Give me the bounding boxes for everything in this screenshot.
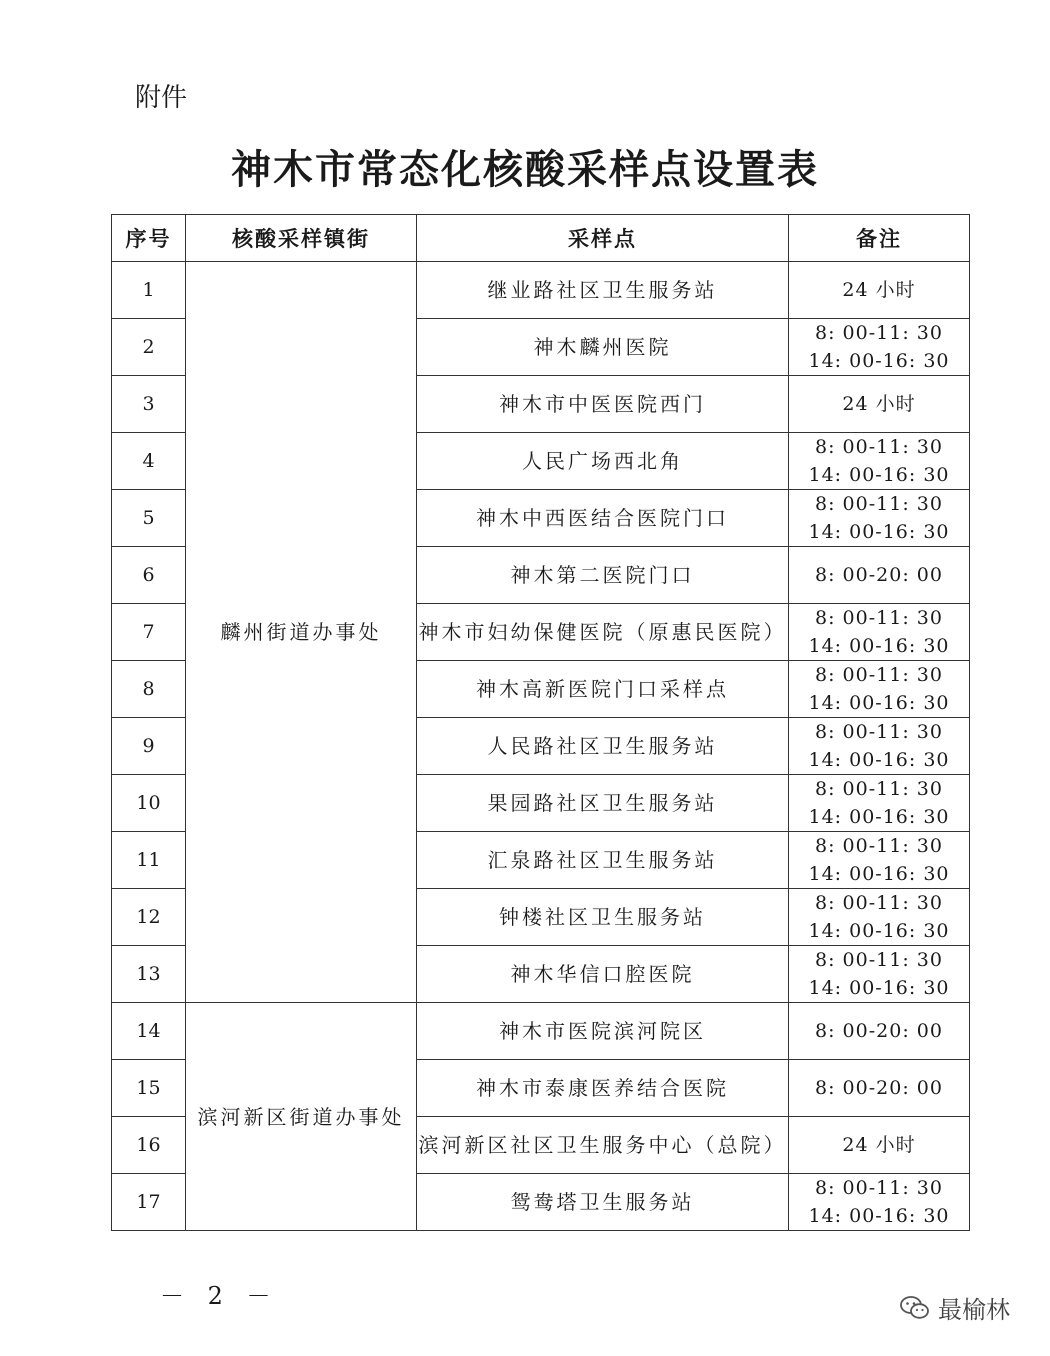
site-name: 钟楼社区卫生服务站 bbox=[417, 889, 789, 946]
note-time: 14: 00-16: 30 bbox=[808, 806, 950, 828]
note-time: 8: 00-20: 00 bbox=[815, 564, 943, 586]
row-number: 5 bbox=[112, 490, 186, 547]
note-time: 8: 00-11: 30 bbox=[815, 835, 943, 857]
note-time: 24 小时 bbox=[842, 279, 916, 301]
note-time: 8: 00-11: 30 bbox=[815, 607, 943, 629]
note-time: 14: 00-16: 30 bbox=[808, 521, 950, 543]
row-number: 10 bbox=[112, 775, 186, 832]
note-time: 8: 00-11: 30 bbox=[815, 664, 943, 686]
site-name: 鸳鸯塔卫生服务站 bbox=[417, 1174, 789, 1231]
page-number: － 2 － bbox=[160, 1282, 279, 1310]
town-cell: 麟州街道办事处 bbox=[186, 262, 417, 1003]
note-time: 14: 00-16: 30 bbox=[808, 920, 950, 942]
site-name: 神木市医院滨河院区 bbox=[417, 1003, 789, 1060]
sampling-sites-table bbox=[111, 214, 970, 1231]
attachment-label: 附件 bbox=[135, 83, 188, 113]
row-number: 9 bbox=[112, 718, 186, 775]
note-time: 8: 00-20: 00 bbox=[815, 1077, 943, 1099]
site-name: 人民路社区卫生服务站 bbox=[417, 718, 789, 775]
note-cell bbox=[789, 604, 970, 661]
note-cell bbox=[789, 661, 970, 718]
note-time: 8: 00-11: 30 bbox=[815, 892, 943, 914]
site-name: 神木第二医院门口 bbox=[417, 547, 789, 604]
site-name: 神木麟州医院 bbox=[417, 319, 789, 376]
site-name: 神木市泰康医养结合医院 bbox=[417, 1060, 789, 1117]
note-time: 14: 00-16: 30 bbox=[808, 749, 950, 771]
column-header-note: 备注 bbox=[789, 215, 970, 262]
site-name: 神木华信口腔医院 bbox=[417, 946, 789, 1003]
note-time: 14: 00-16: 30 bbox=[808, 1205, 950, 1227]
site-name: 神木市中医医院西门 bbox=[417, 376, 789, 433]
note-time: 14: 00-16: 30 bbox=[808, 464, 950, 486]
town-cell: 滨河新区街道办事处 bbox=[186, 1003, 417, 1231]
row-number: 6 bbox=[112, 547, 186, 604]
row-number: 17 bbox=[112, 1174, 186, 1231]
site-name: 神木中西医结合医院门口 bbox=[417, 490, 789, 547]
note-cell bbox=[789, 262, 970, 319]
page-title: 神木市常态化核酸采样点设置表 bbox=[231, 146, 819, 193]
row-number: 4 bbox=[112, 433, 186, 490]
note-time: 14: 00-16: 30 bbox=[808, 863, 950, 885]
note-time: 14: 00-16: 30 bbox=[808, 977, 950, 999]
row-number: 12 bbox=[112, 889, 186, 946]
note-cell bbox=[789, 1174, 970, 1231]
row-number: 11 bbox=[112, 832, 186, 889]
row-number: 7 bbox=[112, 604, 186, 661]
site-name: 滨河新区社区卫生服务中心（总院） bbox=[417, 1117, 789, 1174]
site-name: 果园路社区卫生服务站 bbox=[417, 775, 789, 832]
column-header-town: 核酸采样镇街 bbox=[186, 215, 417, 262]
column-header-seq: 序号 bbox=[112, 215, 186, 262]
note-cell bbox=[789, 832, 970, 889]
note-time: 14: 00-16: 30 bbox=[808, 350, 950, 372]
row-number: 8 bbox=[112, 661, 186, 718]
table-header-row bbox=[112, 215, 970, 262]
note-cell bbox=[789, 1003, 970, 1060]
note-time: 8: 00-11: 30 bbox=[815, 721, 943, 743]
wechat-icon bbox=[900, 1295, 930, 1321]
note-cell bbox=[789, 376, 970, 433]
note-cell bbox=[789, 547, 970, 604]
note-cell bbox=[789, 775, 970, 832]
table-row bbox=[112, 1003, 970, 1060]
note-time: 14: 00-16: 30 bbox=[808, 692, 950, 714]
site-name: 神木高新医院门口采样点 bbox=[417, 661, 789, 718]
row-number: 2 bbox=[112, 319, 186, 376]
note-cell bbox=[789, 889, 970, 946]
note-time: 8: 00-11: 30 bbox=[815, 493, 943, 515]
column-header-site: 采样点 bbox=[417, 215, 789, 262]
note-cell bbox=[789, 1117, 970, 1174]
note-cell bbox=[789, 1060, 970, 1117]
note-time: 24 小时 bbox=[842, 1134, 916, 1156]
note-time: 8: 00-11: 30 bbox=[815, 778, 943, 800]
row-number: 3 bbox=[112, 376, 186, 433]
note-time: 14: 00-16: 30 bbox=[808, 635, 950, 657]
row-number: 14 bbox=[112, 1003, 186, 1060]
watermark-text: 最榆林 bbox=[938, 1296, 1010, 1324]
site-name: 神木市妇幼保健医院（原惠民医院） bbox=[417, 604, 789, 661]
note-time: 8: 00-11: 30 bbox=[815, 1177, 943, 1199]
note-time: 8: 00-11: 30 bbox=[815, 322, 943, 344]
note-time: 8: 00-20: 00 bbox=[815, 1020, 943, 1042]
row-number: 13 bbox=[112, 946, 186, 1003]
row-number: 16 bbox=[112, 1117, 186, 1174]
note-cell bbox=[789, 319, 970, 376]
watermark bbox=[900, 1290, 1010, 1325]
table-row bbox=[112, 262, 970, 319]
table-body bbox=[112, 262, 970, 1231]
note-time: 8: 00-11: 30 bbox=[815, 949, 943, 971]
note-time: 8: 00-11: 30 bbox=[815, 436, 943, 458]
row-number: 1 bbox=[112, 262, 186, 319]
note-cell bbox=[789, 718, 970, 775]
note-cell bbox=[789, 490, 970, 547]
site-name: 汇泉路社区卫生服务站 bbox=[417, 832, 789, 889]
site-name: 人民广场西北角 bbox=[417, 433, 789, 490]
site-name: 继业路社区卫生服务站 bbox=[417, 262, 789, 319]
note-cell bbox=[789, 433, 970, 490]
note-time: 24 小时 bbox=[842, 393, 916, 415]
row-number: 15 bbox=[112, 1060, 186, 1117]
note-cell bbox=[789, 946, 970, 1003]
